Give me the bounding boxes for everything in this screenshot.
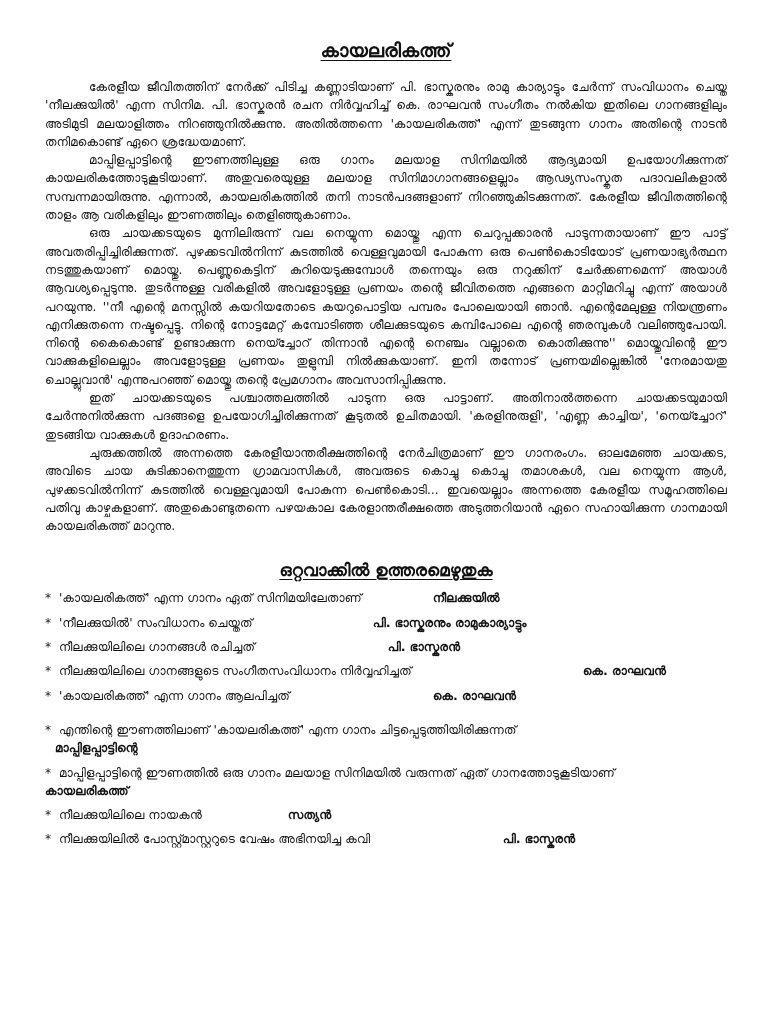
document-page bbox=[45, 40, 727, 855]
qa-question: 'നീലക്കുയിൽ' സംവിധാനം ചെയ്തത് bbox=[58, 615, 253, 630]
qa-question: നീലക്കുയിലിലെ ഗാനങ്ങൾ രചിച്ചത് bbox=[58, 640, 256, 655]
qa-item bbox=[45, 638, 727, 656]
qa-answer: കായലരികത്ത് bbox=[45, 783, 129, 798]
bullet-mark: * bbox=[45, 591, 52, 606]
qa-question: നീലക്കുയിലിലെ ഗാനങ്ങളുടെ സംഗീതസംവിധാനം നിർവ്വഹിച്ചത് bbox=[58, 664, 412, 679]
qa-item bbox=[45, 830, 727, 848]
bullet-mark: * bbox=[45, 615, 52, 630]
qa-question: 'കായലരികത്ത്' എന്ന ഗാനം ആലപിച്ചത് bbox=[58, 688, 291, 703]
qa-question: എന്തിന്റെ ഈണത്തിലാണ് 'കായലരികത്ത്' എന്ന ഗാനം ചിട്ടപ്പെടുത്തിയിരിക്കുന്നത് bbox=[58, 722, 517, 737]
paragraph-intro: കേരളീയ ജീവിതത്തിന് നേർക്ക് പിടിച്ച കണ്ണാടിയാണ് പി. ഭാസ്കരനും രാമു കാര്യാട്ടും ചേർന്ന് സംവിധാനം ചെയ്ത 'നീലക്കുയിൽ' എന്ന സിനിമ. പി. ഭാസ്കരൻ രചന നിർവ്വഹിച്ച് കെ. രാഘവൻ സംഗീതം നൽകിയ ഇതിലെ ഗാനങ്ങളിലും അടിമുടി മലയാളിത്തം നിറഞ്ഞുനിൽക്കുന്നു. അതിൽത്തന്നെ 'കായലരികത്ത്' എന്ന് തുടങ്ങുന്ന ഗാനം അതിന്റെ നാടൻ തനിമകൊണ്ട് ഏറെ ശ്രദ്ധേയമാണ്. bbox=[45, 80, 727, 149]
bullet-mark: * bbox=[45, 832, 52, 847]
qa-answer: കെ. രാഘവൻ bbox=[582, 664, 667, 679]
paragraph-song-story: ഒരു ചായക്കടയുടെ മുന്നിലിരുന്ന് വല നെയ്യുന്ന മൊയ്തു എന്ന ചെറുപ്പക്കാരൻ പാടുന്നതായാണ് ഈ പാട്ട് അവതരിപ്പിച്ചിരിക്കുന്നത്. പുഴക്കടവിൽനിന്ന് കുടത്തിൽ വെള്ളവുമായി പോകുന്ന ഒരു പെൺകൊടിയോട് പ്രണയാഭ്യർത്ഥന നടത്തുകയാണ് മൊയ്തു. പെണ്ണുകെട്ടിന് കുറിയെടുക്കുമ്പോൾ തന്നെയും ഒരു നറുക്കിന് ചേർക്കണമെന്ന് അയാൾ ആവശ്യപ്പെടുന്നു. തുടർന്നുള്ള വരികളിൽ അവളോടുള്ള പ്രണയം തന്റെ ജീവിതത്തെ എങ്ങനെ മാറ്റിമറിച്ചു എന്ന് അയാൾ പറയുന്നു. ''നീ എന്റെ മനസ്സിൽ കയറിയതോടെ കയറുപൊട്ടിയ പമ്പരം പോലെയായി ഞാൻ. എന്റെമേലുള്ള നിയന്ത്രണം എനിക്കുതന്നെ നഷ്ടപ്പെട്ടു. നിന്റെ നോട്ടമേറ്റ് കമ്പോടിഞ്ഞ ശീലക്കുടയുടെ കമ്പിപോലെ എന്റെ ഞരമ്പുകൾ വലിഞ്ഞുപോയി. നിന്റെ കൈകൊണ്ട് ഉണ്ടാക്കുന്ന നെയ്ച്ചോറ് തിന്നാൻ എന്റെ നെഞ്ചം വല്ലാതെ കൊതിക്കുന്നു'' മൊയ്തുവിന്റെ ഈ വാക്കുകളിലെല്ലാം അവളോടുള്ള പ്രണയം തുളുമ്പി നിൽക്കുകയാണ്. ഇനി തന്നോട് പ്രണയമില്ലെങ്കിൽ 'നേരമായതു ചൊല്ലുവാൻ' എന്നുപറഞ്ഞ് മൊയ്തു തന്റെ പ്രേമഗാനം അവസാനിപ്പിക്കുന്നു. bbox=[45, 226, 727, 387]
bullet-mark: * bbox=[45, 808, 52, 823]
qa-answer: മാപ്പിളപ്പാട്ടിന്റെ bbox=[55, 741, 138, 756]
qa-question: 'കായലരികത്ത്' എന്ന ഗാനം ഏത് സിനിമയിലേതാണ് bbox=[58, 591, 362, 606]
qa-answer: പി. ഭാസ്കരൻ bbox=[502, 832, 576, 847]
bullet-mark: * bbox=[45, 664, 52, 679]
qa-answer: സത്യൻ bbox=[287, 808, 332, 823]
paragraph-conclusion: ചുരുക്കത്തിൽ അന്നത്തെ കേരളീയാന്തരീക്ഷത്തിന്റെ നേർചിത്രമാണ് ഈ ഗാനരംഗം. ഓലമേഞ്ഞ ചായക്കട, അവിടെ ചായ കുടിക്കാനെത്തുന്ന ഗ്രാമവാസികൾ, അവരുടെ കൊച്ചു കൊച്ചു തമാശകൾ, വല നെയ്യുന്ന ആൾ, പുഴക്കടവിൽനിന്ന് കുടത്തിൽ വെള്ളവുമായി പോകുന്ന പെൺകൊടി... ഇവയെല്ലാം അന്നത്തെ കേരളീയ സമൂഹത്തിലെ പതിവു കാഴ്ചകളാണ്. അതുകൊണ്ടുതന്നെ പഴയകാല കേരളാന്തരീക്ഷത്തെ അടുത്തറിയാൻ ഏറെ സഹായിക്കുന്ന ഗാനമായി കായലരികത്ത് മാറുന്നു. bbox=[45, 445, 727, 534]
qa-item bbox=[45, 662, 727, 680]
qa-item bbox=[45, 589, 727, 607]
page-title: കായലരികത്ത് bbox=[320, 40, 452, 62]
qa-question: മാപ്പിളപ്പാട്ടിന്റെ ഈണത്തിൽ ഒരു ഗാനം മലയാള സിനിമയിൽ വരുന്നത് ഏത് ഗാനത്തോടുകൂടിയാണ് bbox=[58, 765, 616, 780]
qa-answer: നീലക്കുയിൽ bbox=[432, 591, 500, 606]
qa-item bbox=[45, 614, 727, 632]
bullet-mark: * bbox=[45, 722, 52, 737]
qa-item bbox=[45, 764, 727, 801]
qa-answer: കെ. രാഘവൻ bbox=[432, 688, 517, 703]
paragraph-tea-shop: ഇത് ചായക്കടയുടെ പശ്ചാത്തലത്തിൽ പാടുന്ന ഒരു പാട്ടാണ്. അതിനാൽത്തന്നെ ചായക്കടയുമായി ചേർന്നുനിൽക്കുന്ന പദങ്ങളെ ഉപയോഗിച്ചിരിക്കുന്നത് കൂടുതൽ ഉചിതമായി. 'കരളിനുരുളി', 'എണ്ണ കാച്ചിയ', 'നെയ്ച്ചോറ്' തുടങ്ങിയ വാക്കുകൾ ഉദാഹരണം. bbox=[45, 391, 727, 442]
qa-heading: ഒറ്റവാക്കിൽ ഉത്തരമെഴുതുക bbox=[279, 561, 493, 582]
qa-item bbox=[45, 687, 727, 705]
qa-question: നീലക്കുയിലിൽ പോസ്റ്റ്മാസ്റ്ററുടെ വേഷം അഭിനയിച്ച കവി bbox=[58, 832, 371, 847]
qa-question: നീലക്കുയിലിലെ നായകൻ bbox=[58, 808, 203, 823]
bullet-mark: * bbox=[45, 640, 52, 655]
paragraph-mappilappattu: മാപ്പിളപ്പാട്ടിന്റെ ഈണത്തിലുള്ള ഒരു ഗാനം മലയാള സിനിമയിൽ ആദ്യമായി ഉപയോഗിക്കുന്നത് കായലരികത്തോടുകൂടിയാണ്. അതുവരെയുള്ള മലയാള സിനിമാഗാനങ്ങളെല്ലാം ആഢ്യസംസ്കൃത പദാവലികളാൽ സമ്പന്നമായിരുന്നു. എന്നാൽ, കായലരികത്തിൽ തനി നാടൻപദങ്ങളാണ് നിറഞ്ഞുകിടക്കുന്നത്. കേരളീയ ജീവിതത്തിന്റെ താളം ആ വരികളിലും ഈണത്തിലും തെളിഞ്ഞുകാണാം. bbox=[45, 153, 727, 223]
qa-item bbox=[45, 806, 727, 824]
qa-answer: പി. ഭാസ്കരൻ bbox=[387, 640, 461, 655]
qa-answer: പി. ഭാസ്കരനും രാമുകാര്യാട്ടും bbox=[372, 615, 527, 630]
bullet-mark: * bbox=[45, 765, 52, 780]
bullet-mark: * bbox=[45, 688, 52, 703]
qa-item bbox=[45, 721, 727, 758]
